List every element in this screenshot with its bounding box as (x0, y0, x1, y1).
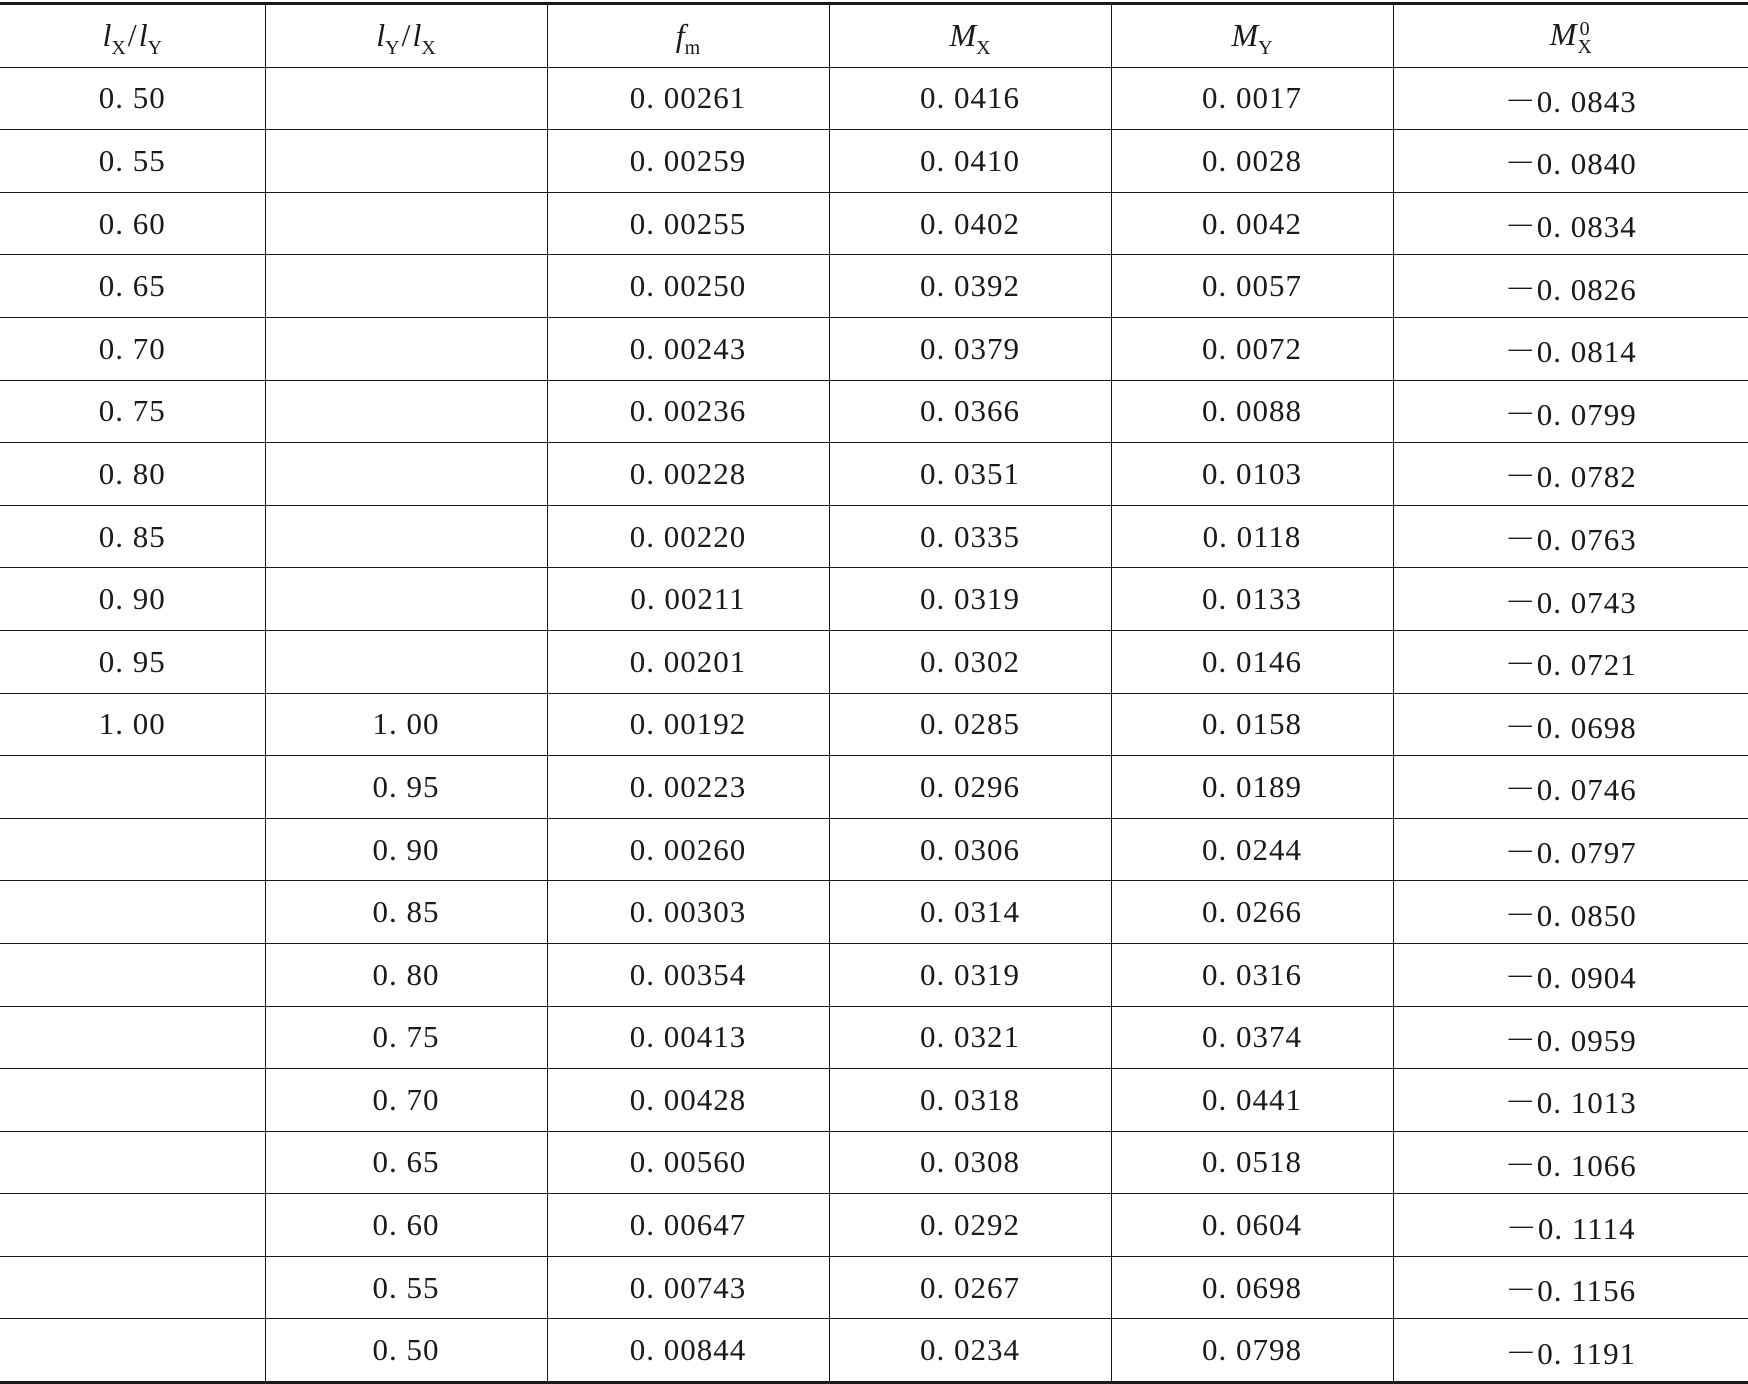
cell-fm: 0. 00220 (547, 505, 829, 568)
cell-lx-over-ly (0, 1256, 265, 1319)
cell-mx: 0. 0292 (829, 1194, 1111, 1257)
table-row (0, 881, 1748, 944)
table-row (0, 1006, 1748, 1069)
cell-fm: 0. 00261 (547, 67, 829, 130)
cell-fm: 0. 00228 (547, 443, 829, 506)
cell-mx0: －0. 0763 (1393, 505, 1748, 568)
table-row (0, 630, 1748, 693)
cell-fm: 0. 00743 (547, 1256, 829, 1319)
table-row (0, 756, 1748, 819)
header-mx0 (1393, 4, 1748, 68)
cell-ly-over-lx: 0. 90 (265, 818, 547, 881)
cell-mx: 0. 0402 (829, 192, 1111, 255)
table-row (0, 1319, 1748, 1383)
cell-ly-over-lx (265, 630, 547, 693)
cell-fm: 0. 00303 (547, 881, 829, 944)
cell-fm: 0. 00243 (547, 317, 829, 380)
cell-my: 0. 0103 (1111, 443, 1393, 506)
header-lx-over-ly-s2: Y (147, 37, 163, 60)
header-mx0-base: M (1549, 15, 1577, 52)
table-row (0, 1069, 1748, 1132)
table-row (0, 130, 1748, 193)
cell-lx-over-ly (0, 1069, 265, 1132)
header-ly-over-lx-slash: / (401, 17, 411, 54)
cell-lx-over-ly: 0. 50 (0, 67, 265, 130)
header-ly-over-lx-l1: l (376, 17, 386, 54)
header-lx-over-ly-l1: l (102, 17, 112, 54)
cell-lx-over-ly: 0. 60 (0, 192, 265, 255)
cell-lx-over-ly: 0. 90 (0, 568, 265, 631)
cell-my: 0. 0518 (1111, 1131, 1393, 1194)
table-body (0, 67, 1748, 1382)
header-my (1111, 4, 1393, 68)
cell-mx0: －0. 0850 (1393, 881, 1748, 944)
header-ly-over-lx-s2: X (421, 37, 436, 60)
cell-fm: 0. 00560 (547, 1131, 829, 1194)
table-row (0, 1194, 1748, 1257)
cell-fm: 0. 00201 (547, 630, 829, 693)
cell-my: 0. 0604 (1111, 1194, 1393, 1257)
header-mx-sub: X (976, 37, 991, 60)
cell-lx-over-ly (0, 1131, 265, 1194)
cell-ly-over-lx (265, 67, 547, 130)
cell-fm: 0. 00413 (547, 1006, 829, 1069)
cell-mx0: －0. 1156 (1393, 1256, 1748, 1319)
cell-fm: 0. 00354 (547, 943, 829, 1006)
cell-ly-over-lx: 1. 00 (265, 693, 547, 756)
cell-my: 0. 0072 (1111, 317, 1393, 380)
table-row (0, 192, 1748, 255)
cell-ly-over-lx (265, 568, 547, 631)
cell-ly-over-lx (265, 130, 547, 193)
cell-mx: 0. 0410 (829, 130, 1111, 193)
table-row (0, 505, 1748, 568)
cell-mx0: －0. 0799 (1393, 380, 1748, 443)
cell-my: 0. 0189 (1111, 756, 1393, 819)
cell-ly-over-lx: 0. 60 (265, 1194, 547, 1257)
cell-mx0: －0. 0904 (1393, 943, 1748, 1006)
cell-ly-over-lx (265, 255, 547, 318)
cell-mx0: －0. 0843 (1393, 67, 1748, 130)
cell-my: 0. 0146 (1111, 630, 1393, 693)
coefficient-table (0, 2, 1748, 1384)
table-row (0, 1256, 1748, 1319)
header-lx-over-ly-l2: l (138, 17, 148, 54)
cell-my: 0. 0088 (1111, 380, 1393, 443)
cell-ly-over-lx (265, 380, 547, 443)
cell-fm: 0. 00250 (547, 255, 829, 318)
table-row (0, 380, 1748, 443)
header-ly-over-lx (265, 4, 547, 68)
cell-my: 0. 0042 (1111, 192, 1393, 255)
cell-my: 0. 0133 (1111, 568, 1393, 631)
cell-mx: 0. 0366 (829, 380, 1111, 443)
cell-lx-over-ly (0, 943, 265, 1006)
header-ly-over-lx-l2: l (412, 17, 422, 54)
cell-my: 0. 0158 (1111, 693, 1393, 756)
cell-my: 0. 0316 (1111, 943, 1393, 1006)
cell-mx0: －0. 1013 (1393, 1069, 1748, 1132)
table-row (0, 818, 1748, 881)
table-row (0, 67, 1748, 130)
cell-mx: 0. 0416 (829, 67, 1111, 130)
cell-fm: 0. 00260 (547, 818, 829, 881)
header-my-base: M (1231, 17, 1259, 54)
cell-fm: 0. 00844 (547, 1319, 829, 1383)
cell-mx0: －0. 0826 (1393, 255, 1748, 318)
cell-mx0: －0. 0834 (1393, 192, 1748, 255)
cell-my: 0. 0441 (1111, 1069, 1393, 1132)
table-row (0, 568, 1748, 631)
cell-ly-over-lx (265, 317, 547, 380)
cell-ly-over-lx: 0. 70 (265, 1069, 547, 1132)
cell-ly-over-lx: 0. 95 (265, 756, 547, 819)
cell-mx: 0. 0302 (829, 630, 1111, 693)
cell-lx-over-ly: 0. 70 (0, 317, 265, 380)
cell-mx: 0. 0285 (829, 693, 1111, 756)
cell-fm: 0. 00259 (547, 130, 829, 193)
cell-fm: 0. 00223 (547, 756, 829, 819)
header-fm-base: f (675, 17, 685, 54)
header-fm (547, 4, 829, 68)
cell-my: 0. 0698 (1111, 1256, 1393, 1319)
table-header (0, 4, 1748, 68)
cell-ly-over-lx: 0. 50 (265, 1319, 547, 1383)
cell-mx: 0. 0318 (829, 1069, 1111, 1132)
cell-my: 0. 0057 (1111, 255, 1393, 318)
header-lx-over-ly (0, 4, 265, 68)
cell-my: 0. 0374 (1111, 1006, 1393, 1069)
cell-ly-over-lx: 0. 85 (265, 881, 547, 944)
cell-mx0: －0. 1191 (1393, 1319, 1748, 1383)
cell-my: 0. 0244 (1111, 818, 1393, 881)
header-lx-over-ly-slash: / (127, 17, 137, 54)
cell-mx0: －0. 0782 (1393, 443, 1748, 506)
cell-lx-over-ly (0, 818, 265, 881)
cell-my: 0. 0017 (1111, 67, 1393, 130)
cell-lx-over-ly: 0. 80 (0, 443, 265, 506)
header-lx-over-ly-s1: X (111, 37, 126, 60)
cell-mx0: －0. 0814 (1393, 317, 1748, 380)
cell-lx-over-ly: 0. 85 (0, 505, 265, 568)
cell-fm: 0. 00647 (547, 1194, 829, 1257)
cell-ly-over-lx: 0. 65 (265, 1131, 547, 1194)
cell-mx: 0. 0267 (829, 1256, 1111, 1319)
cell-ly-over-lx (265, 192, 547, 255)
cell-lx-over-ly (0, 1319, 265, 1383)
cell-fm: 0. 00211 (547, 568, 829, 631)
cell-mx0: －0. 0840 (1393, 130, 1748, 193)
cell-my: 0. 0028 (1111, 130, 1393, 193)
cell-ly-over-lx (265, 443, 547, 506)
header-ly-over-lx-s1: Y (385, 37, 400, 60)
cell-mx: 0. 0335 (829, 505, 1111, 568)
table-row (0, 1131, 1748, 1194)
cell-lx-over-ly: 1. 00 (0, 693, 265, 756)
cell-mx: 0. 0379 (829, 317, 1111, 380)
cell-mx0: －0. 0797 (1393, 818, 1748, 881)
header-mx0-sup: 0 (1579, 17, 1590, 40)
table-row (0, 693, 1748, 756)
header-row (0, 4, 1748, 68)
cell-ly-over-lx: 0. 75 (265, 1006, 547, 1069)
cell-lx-over-ly: 0. 65 (0, 255, 265, 318)
cell-mx: 0. 0319 (829, 943, 1111, 1006)
cell-mx0: －0. 0743 (1393, 568, 1748, 631)
cell-lx-over-ly (0, 881, 265, 944)
cell-lx-over-ly (0, 1194, 265, 1257)
cell-mx: 0. 0351 (829, 443, 1111, 506)
cell-fm: 0. 00192 (547, 693, 829, 756)
cell-lx-over-ly: 0. 95 (0, 630, 265, 693)
cell-mx0: －0. 1114 (1393, 1194, 1748, 1257)
cell-lx-over-ly (0, 756, 265, 819)
header-my-sub: Y (1258, 37, 1273, 60)
cell-mx0: －0. 0746 (1393, 756, 1748, 819)
cell-mx: 0. 0319 (829, 568, 1111, 631)
header-mx0-sub: X (1577, 35, 1592, 58)
table-row (0, 255, 1748, 318)
cell-ly-over-lx (265, 505, 547, 568)
cell-mx: 0. 0308 (829, 1131, 1111, 1194)
cell-fm: 0. 00428 (547, 1069, 829, 1132)
cell-mx: 0. 0392 (829, 255, 1111, 318)
cell-fm: 0. 00255 (547, 192, 829, 255)
cell-my: 0. 0266 (1111, 881, 1393, 944)
cell-my: 0. 0118 (1111, 505, 1393, 568)
cell-mx: 0. 0296 (829, 756, 1111, 819)
cell-mx0: －0. 0721 (1393, 630, 1748, 693)
table-row (0, 443, 1748, 506)
cell-mx: 0. 0314 (829, 881, 1111, 944)
cell-my: 0. 0798 (1111, 1319, 1393, 1383)
header-mx-base: M (949, 17, 977, 54)
cell-fm: 0. 00236 (547, 380, 829, 443)
cell-ly-over-lx: 0. 55 (265, 1256, 547, 1319)
cell-mx: 0. 0306 (829, 818, 1111, 881)
cell-mx: 0. 0234 (829, 1319, 1111, 1383)
cell-lx-over-ly (0, 1006, 265, 1069)
table-row (0, 317, 1748, 380)
header-fm-sub: m (684, 37, 701, 60)
header-mx (829, 4, 1111, 68)
table-row (0, 943, 1748, 1006)
cell-mx0: －0. 0698 (1393, 693, 1748, 756)
cell-lx-over-ly: 0. 55 (0, 130, 265, 193)
cell-ly-over-lx: 0. 80 (265, 943, 547, 1006)
cell-lx-over-ly: 0. 75 (0, 380, 265, 443)
cell-mx0: －0. 1066 (1393, 1131, 1748, 1194)
cell-mx: 0. 0321 (829, 1006, 1111, 1069)
cell-mx0: －0. 0959 (1393, 1006, 1748, 1069)
